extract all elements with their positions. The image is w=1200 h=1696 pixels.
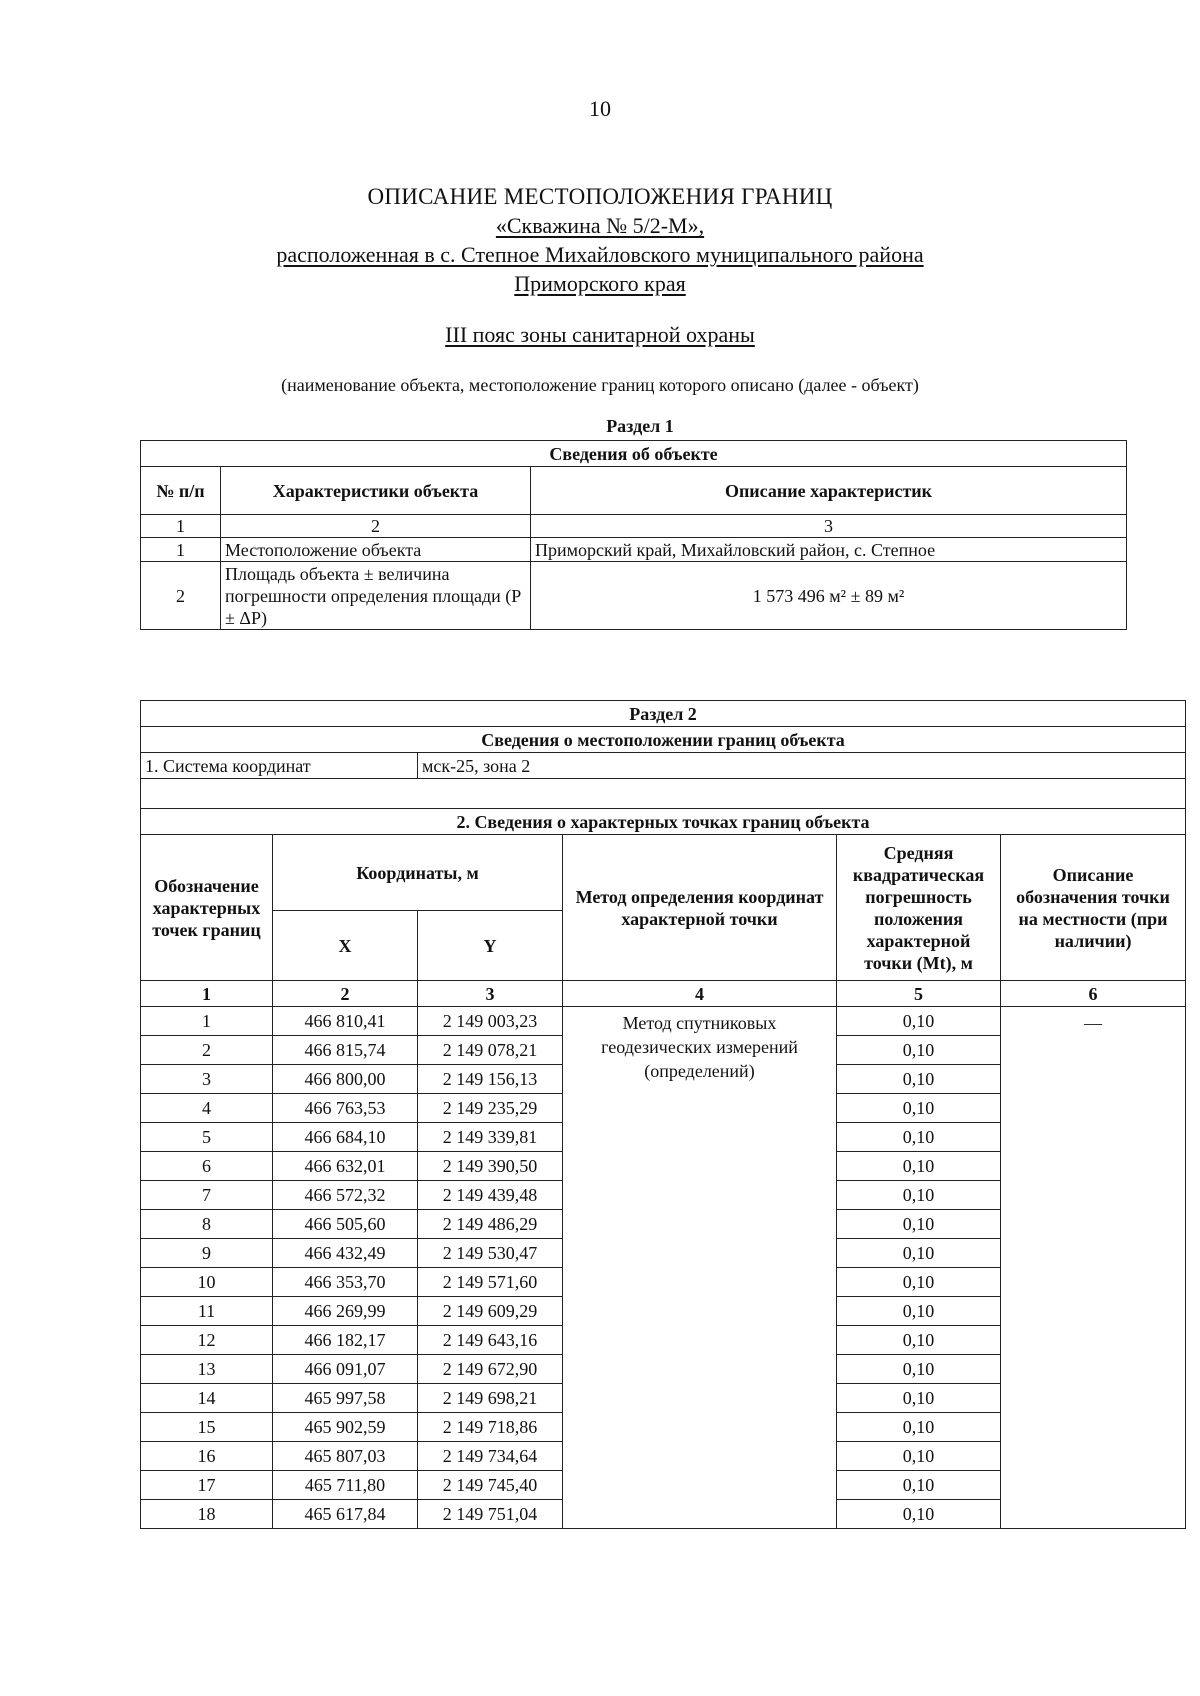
point-error: 0,10 [837, 1297, 1001, 1326]
point-x: 465 711,80 [273, 1471, 418, 1500]
colnum: 3 [418, 981, 563, 1007]
point-error: 0,10 [837, 1036, 1001, 1065]
title-line-3: расположенная в с. Степное Михайловского муниципального района [276, 242, 924, 267]
point-error: 0,10 [837, 1210, 1001, 1239]
point-y: 2 149 530,47 [418, 1239, 563, 1268]
header-method: Метод определения координат характерной точки [563, 835, 837, 981]
point-x: 465 997,58 [273, 1384, 418, 1413]
table-row [141, 1007, 1186, 1036]
point-error: 0,10 [837, 1152, 1001, 1181]
point-x: 466 572,32 [273, 1181, 418, 1210]
header-characteristics: Характеристики объекта [221, 467, 531, 515]
section1-table [140, 440, 1127, 630]
point-y: 2 149 718,86 [418, 1413, 563, 1442]
point-id: 2 [141, 1036, 273, 1065]
point-id: 13 [141, 1355, 273, 1384]
point-id: 14 [141, 1384, 273, 1413]
point-id: 11 [141, 1297, 273, 1326]
point-y: 2 149 751,04 [418, 1500, 563, 1529]
colnum: 4 [563, 981, 837, 1007]
point-x: 465 902,59 [273, 1413, 418, 1442]
points-list [141, 1007, 1186, 1529]
table-row [141, 538, 1127, 562]
point-id: 1 [141, 1007, 273, 1036]
row-num: 1 [141, 538, 221, 562]
point-x: 466 182,17 [273, 1326, 418, 1355]
header-error: Средняя квадратическая погрешность положения характерной точки (Mt), м [837, 835, 1001, 981]
point-y: 2 149 003,23 [418, 1007, 563, 1036]
point-error: 0,10 [837, 1471, 1001, 1500]
point-id: 7 [141, 1181, 273, 1210]
point-y: 2 149 078,21 [418, 1036, 563, 1065]
point-id: 10 [141, 1268, 273, 1297]
point-x: 466 353,70 [273, 1268, 418, 1297]
point-y: 2 149 734,64 [418, 1442, 563, 1471]
point-x: 466 763,53 [273, 1094, 418, 1123]
section1-label: Раздел 1 [606, 416, 674, 436]
point-id: 4 [141, 1094, 273, 1123]
row-num: 2 [141, 562, 221, 630]
row-value: 1 573 496 м² ± 89 м² [531, 562, 1127, 630]
point-error: 0,10 [837, 1384, 1001, 1413]
point-error: 0,10 [837, 1065, 1001, 1094]
point-id: 15 [141, 1413, 273, 1442]
section1-colnum-row [141, 515, 1127, 538]
point-error: 0,10 [837, 1268, 1001, 1297]
point-id: 6 [141, 1152, 273, 1181]
colnum: 1 [141, 981, 273, 1007]
point-id: 16 [141, 1442, 273, 1471]
point-error: 0,10 [837, 1413, 1001, 1442]
point-x: 466 800,00 [273, 1065, 418, 1094]
header-coords: Координаты, м [273, 835, 563, 911]
header-description: Описание характеристик [531, 467, 1127, 515]
title-line-4: Приморского края [514, 271, 686, 296]
colnum: 1 [141, 515, 221, 538]
blank-row [141, 779, 1186, 809]
row-name: Местоположение объекта [221, 538, 531, 562]
row-name: Площадь объекта ± величина погрешности определения площади (Р ± ΔР) [221, 562, 531, 630]
document-title [0, 182, 1200, 298]
section1-heading: Сведения об объекте [141, 441, 1127, 467]
page-number: 10 [589, 96, 611, 121]
point-x: 466 269,99 [273, 1297, 418, 1326]
colnum: 2 [273, 981, 418, 1007]
object-caption: (наименование объекта, местоположение границ которого описано (далее - объект) [281, 375, 919, 395]
point-x: 466 091,07 [273, 1355, 418, 1384]
point-x: 466 815,74 [273, 1036, 418, 1065]
section2-label: Раздел 2 [141, 701, 1186, 727]
point-x: 466 432,49 [273, 1239, 418, 1268]
point-y: 2 149 390,50 [418, 1152, 563, 1181]
point-y: 2 149 486,29 [418, 1210, 563, 1239]
coord-system-value: мск-25, зона 2 [418, 753, 1186, 779]
point-id: 12 [141, 1326, 273, 1355]
point-error: 0,10 [837, 1007, 1001, 1036]
point-x: 466 810,41 [273, 1007, 418, 1036]
row-value: Приморский край, Михайловский район, с. Степное [531, 538, 1127, 562]
header-x: X [273, 911, 418, 981]
point-error: 0,10 [837, 1239, 1001, 1268]
point-x: 466 684,10 [273, 1123, 418, 1152]
point-id: 5 [141, 1123, 273, 1152]
point-x: 466 505,60 [273, 1210, 418, 1239]
point-error: 0,10 [837, 1123, 1001, 1152]
point-id: 8 [141, 1210, 273, 1239]
colnum: 5 [837, 981, 1001, 1007]
coord-system-label: 1. Система координат [141, 753, 418, 779]
colnum: 6 [1001, 981, 1186, 1007]
point-method: Метод спутниковых геодезических измерений (определений) [563, 1007, 837, 1529]
point-y: 2 149 745,40 [418, 1471, 563, 1500]
header-y: Y [418, 911, 563, 981]
point-x: 465 807,03 [273, 1442, 418, 1471]
colnum: 3 [531, 515, 1127, 538]
header-desc: Описание обозначения точки на местности (при наличии) [1001, 835, 1186, 981]
zone-name: III пояс зоны санитарной охраны [445, 322, 755, 347]
point-x: 465 617,84 [273, 1500, 418, 1529]
point-error: 0,10 [837, 1442, 1001, 1471]
point-id: 17 [141, 1471, 273, 1500]
points-subheading: 2. Сведения о характерных точках границ объекта [141, 809, 1186, 835]
section2-heading: Сведения о местоположении границ объекта [141, 727, 1186, 753]
point-y: 2 149 235,29 [418, 1094, 563, 1123]
point-id: 9 [141, 1239, 273, 1268]
point-error: 0,10 [837, 1500, 1001, 1529]
point-id: 3 [141, 1065, 273, 1094]
point-description: — [1001, 1007, 1186, 1529]
point-error: 0,10 [837, 1355, 1001, 1384]
point-x: 466 632,01 [273, 1152, 418, 1181]
colnum: 2 [221, 515, 531, 538]
point-error: 0,10 [837, 1094, 1001, 1123]
section2-table [140, 700, 1186, 1529]
point-y: 2 149 571,60 [418, 1268, 563, 1297]
table-row [141, 562, 1127, 630]
point-error: 0,10 [837, 1326, 1001, 1355]
header-point: Обозначение характерных точек границ [141, 835, 273, 981]
title-line-2: «Скважина № 5/2-М», [495, 213, 705, 238]
point-y: 2 149 672,90 [418, 1355, 563, 1384]
point-y: 2 149 156,13 [418, 1065, 563, 1094]
point-y: 2 149 339,81 [418, 1123, 563, 1152]
point-y: 2 149 643,16 [418, 1326, 563, 1355]
point-y: 2 149 698,21 [418, 1384, 563, 1413]
section2-colnum-row [141, 981, 1186, 1007]
header-num: № п/п [141, 467, 221, 515]
point-y: 2 149 609,29 [418, 1297, 563, 1326]
title-line-1: ОПИСАНИЕ МЕСТОПОЛОЖЕНИЯ ГРАНИЦ [367, 184, 833, 209]
point-error: 0,10 [837, 1181, 1001, 1210]
point-y: 2 149 439,48 [418, 1181, 563, 1210]
point-id: 18 [141, 1500, 273, 1529]
